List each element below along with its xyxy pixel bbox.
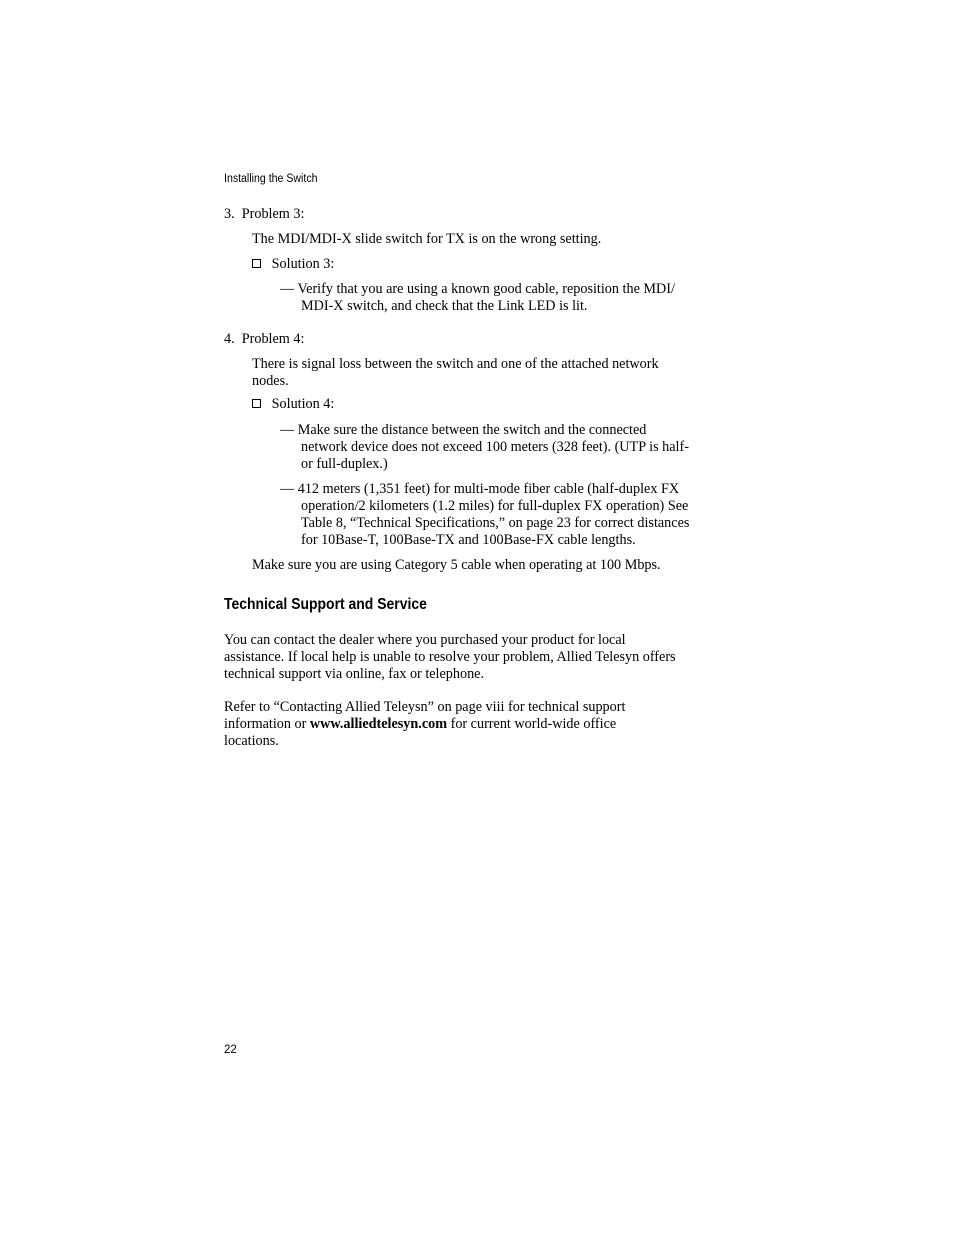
solution-4-item-1 — [280, 422, 710, 473]
solution-4-label: Solution 4: — [271, 396, 335, 412]
support-paragraph-line — [224, 716, 625, 733]
support-paragraph-line: You can contact the dealer where you purchased your product for local — [224, 632, 626, 648]
problem-3-description: The MDI/MDI-X slide switch for TX is on the wrong setting. — [252, 231, 602, 247]
problem-4-label: Problem 4: — [241, 331, 305, 347]
solution-3-label: Solution 3: — [271, 256, 335, 272]
solution-4-item-line: Table 8, “Technical Specifications,” on page 23 for correct distances — [301, 515, 690, 531]
problem-4-number: 4. — [224, 331, 235, 347]
running-header: Installing the Switch — [224, 173, 318, 185]
problem-4-description-line: nodes. — [252, 373, 289, 389]
checkbox-bullet-icon — [252, 259, 261, 268]
support-text: information or — [224, 716, 310, 732]
problem-4-description — [252, 356, 659, 390]
support-paragraph-line: Refer to “Contacting Allied Teleysn” on page viii for technical support — [224, 699, 626, 715]
page-number: 22 — [224, 1044, 237, 1056]
support-paragraph-line: assistance. If local help is unable to resolve your problem, Allied Telesyn offers — [224, 649, 676, 665]
support-paragraph-2 — [224, 699, 625, 750]
solution-4-item-line: — Make sure the distance between the switch and the connected — [280, 422, 647, 438]
problem-3-number: 3. — [224, 206, 235, 222]
solution-4-item-line: for 10Base-T, 100Base-TX and 100Base-FX cable lengths. — [301, 532, 636, 548]
solution-4-item-line: network device does not exceed 100 meters (328 feet). (UTP is half- — [301, 439, 689, 455]
support-paragraph-1 — [224, 632, 676, 683]
problem-4-description-line: There is signal loss between the switch and one of the attached network — [252, 356, 659, 372]
solution-3-line: MDI-X switch, and check that the Link LED is lit. — [301, 298, 588, 314]
solution-4-heading — [252, 396, 334, 413]
website-link[interactable]: www.alliedtelesyn.com — [309, 716, 448, 732]
problem-3-title — [224, 206, 304, 223]
solution-4-item-line: or full-duplex.) — [301, 456, 388, 472]
support-paragraph-line: locations. — [224, 733, 279, 749]
solution-3-item — [280, 281, 710, 315]
problem-4-closing-note: Make sure you are using Category 5 cable when operating at 100 Mbps. — [252, 557, 661, 573]
solution-4-item-line: operation/2 kilometers (1.2 miles) for full-duplex FX operation) See — [301, 498, 689, 514]
problem-3-label: Problem 3: — [241, 206, 305, 222]
solution-4-item-2 — [280, 481, 710, 549]
solution-3-heading — [252, 256, 334, 273]
solution-3-line: — Verify that you are using a known good cable, reposition the MDI/ — [280, 281, 675, 297]
support-text: for current world-wide office — [447, 716, 617, 732]
section-heading: Technical Support and Service — [224, 596, 427, 613]
support-paragraph-line: technical support via online, fax or telephone. — [224, 666, 485, 682]
checkbox-bullet-icon — [252, 399, 261, 408]
problem-4-title — [224, 331, 304, 348]
solution-4-item-line: — 412 meters (1,351 feet) for multi-mode fiber cable (half-duplex FX — [280, 481, 680, 497]
